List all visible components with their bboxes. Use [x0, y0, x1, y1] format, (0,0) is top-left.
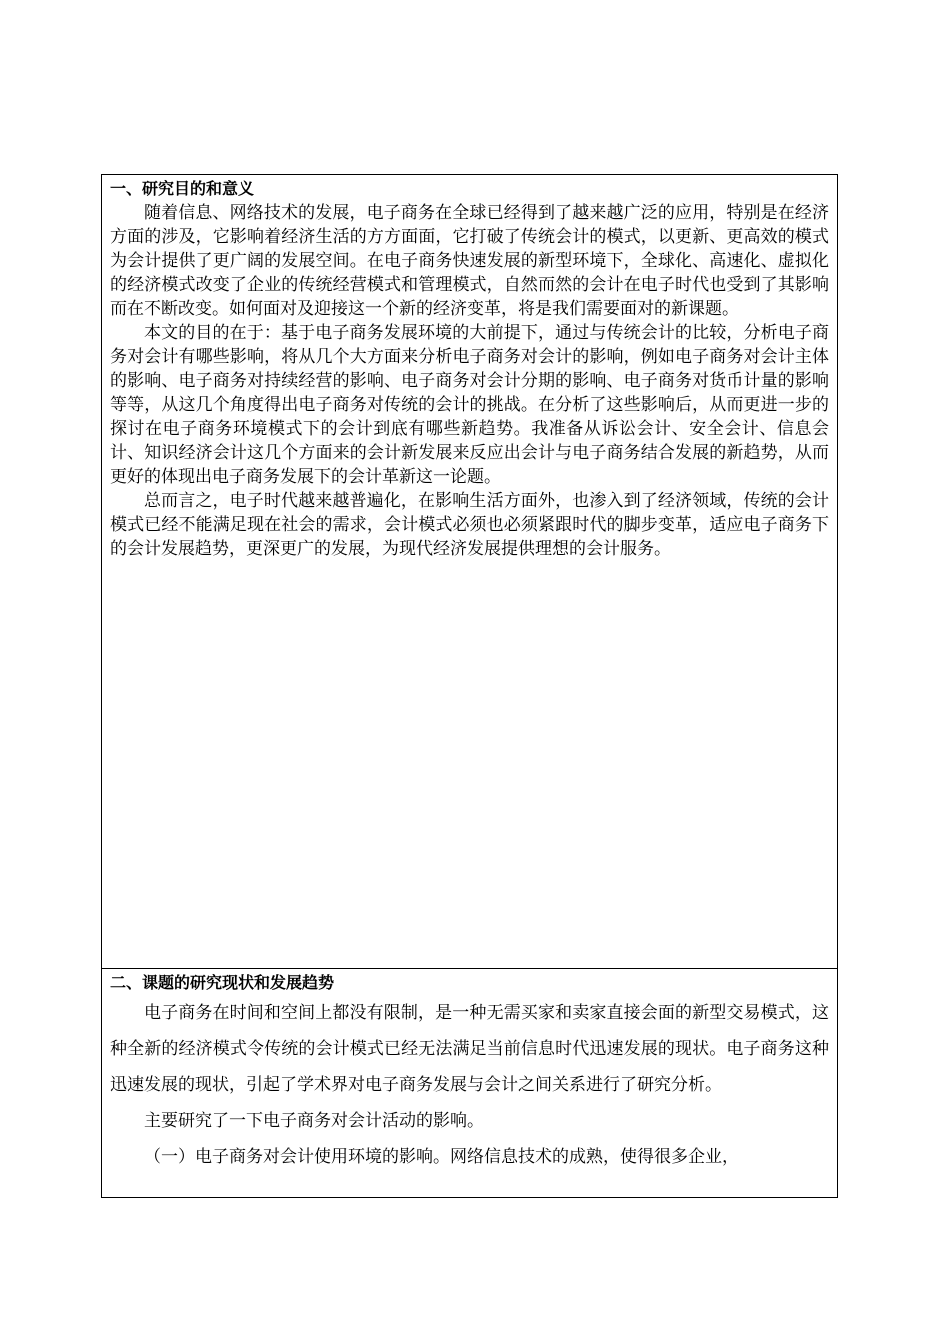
table-row: [102, 175, 838, 969]
table-row: [102, 969, 838, 1198]
section-title-research-status: 二、课题的研究现状和发展趋势: [110, 973, 335, 992]
document-table: [101, 174, 838, 1198]
paragraph: （一）电子商务对会计使用环境的影响。网络信息技术的成熟，使得很多企业，: [144, 1147, 739, 1167]
paragraph: 主要研究了一下电子商务对会计活动的影响。: [144, 1111, 484, 1131]
paragraph: 电子商务在时间和空间上都没有限制，是一种无需买家和卖家直接会面的新型交易模式，这种全新的经济模式令传统的会计模式已经无法满足当前信息时代迅速发展的现状。电子商务这种迅速发展的现状，引起了学术界对电子商务发展与会计之间关系进行了研究分析。: [110, 1003, 829, 1095]
paragraph: 随着信息、网络技术的发展，电子商务在全球已经得到了越来越广泛的应用，特别是在经济方面的涉及，它影响着经济生活的方方面面，它打破了传统会计的模式，以更新、更高效的模式为会计提供了更广阔的发展空间。在电子商务快速发展的新型环境下，全球化、高速化、虚拟化的经济模式改变了企业的传统经营模式和管理模式，自然而然的会计在电子时代也受到了其影响而在不断改变。如何面对及迎接这一个新的经济变革，将是我们需要面对的新课题。: [110, 203, 829, 319]
paragraph: 总而言之，电子时代越来越普遍化，在影响生活方面外，也渗入到了经济领域，传统的会计模式已经不能满足现在社会的需求，会计模式必须也必须紧跟时代的脚步变革，适应电子商务下的会计发展趋势，更深更广的发展，为现代经济发展提供理想的会计服务。: [110, 491, 829, 559]
section-title-research-purpose: 一、研究目的和意义: [110, 179, 255, 198]
paragraph: 本文的目的在于：基于电子商务发展环境的大前提下，通过与传统会计的比较，分析电子商务对会计有哪些影响，将从几个大方面来分析电子商务对会计的影响，例如电子商务对会计主体的影响、电子商务对持续经营的影响、电子商务对会计分期的影响、电子商务对货币计量的影响等等，从这几个角度得出电子商务对传统的会计的挑战。在分析了这些影响后，从而更进一步的探讨在电子商务环境模式下的会计到底有哪些新趋势。我准备从诉讼会计、安全会计、信息会计、知识经济会计这几个方面来的会计新发展来反应出会计与电子商务结合发展的新趋势，从而更好的体现出电子商务发展下的会计革新这一论题。: [110, 323, 829, 487]
section-research-purpose-cell: [102, 175, 838, 969]
section-research-status-cell: [102, 969, 838, 1198]
